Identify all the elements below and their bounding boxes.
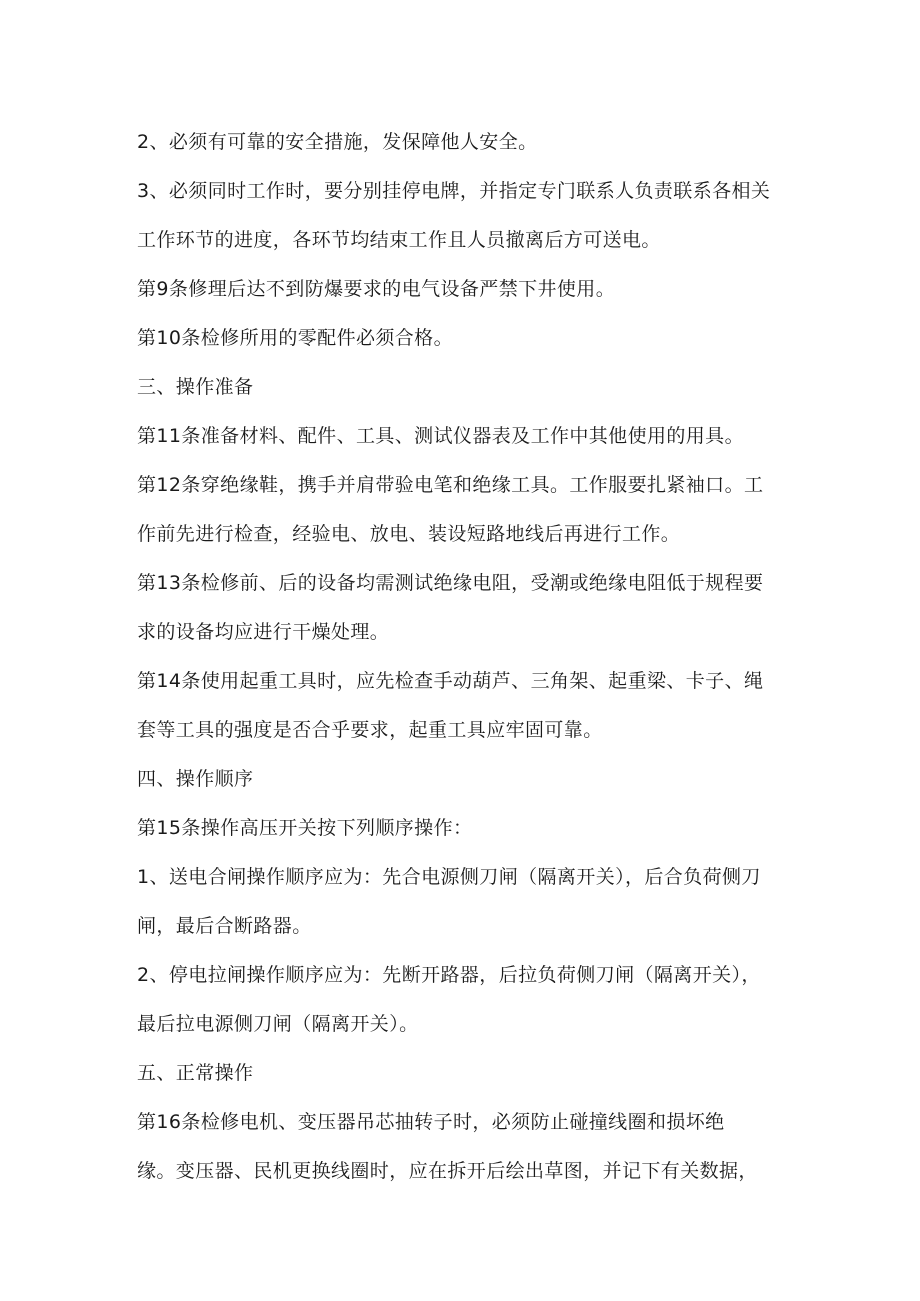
paragraph-line: 第15条操作高压开关按下列顺序操作：	[137, 817, 473, 839]
paragraph-line: 闸，最后合断路器。	[137, 915, 312, 937]
paragraph-line: 第12条穿绝缘鞋，携手并肩带验电笔和绝缘工具。工作服要扎紧袖口。工	[137, 474, 764, 496]
section-heading: 三、操作准备	[137, 376, 254, 398]
paragraph-line: 工作环节的进度，各环节均结束工作且人员撤离后方可送电。	[137, 229, 661, 251]
section-heading: 四、操作顺序	[137, 768, 254, 790]
paragraph-line: 第14条使用起重工具时，应先检查手动葫芦、三角架、起重梁、卡子、绳	[137, 670, 764, 692]
paragraph-line: 2、停电拉闸操作顺序应为：先断开路器，后拉负荷侧刀闸（隔离开关），	[137, 964, 761, 986]
paragraph-line: 缘。变压器、民机更换线圈时，应在拆开后绘出草图，并记下有关数据，	[137, 1160, 758, 1182]
paragraph-line: 第16条检修电机、变压器吊芯抽转子时，必须防止碰撞线圈和损坏绝	[137, 1111, 725, 1133]
paragraph-line: 套等工具的强度是否合乎要求，起重工具应牢固可靠。	[137, 719, 603, 741]
paragraph-line: 第11条准备材料、配件、工具、测试仪器表及工作中其他使用的用具。	[137, 425, 744, 447]
paragraph-line: 作前先进行检查，经验电、放电、装设短路地线后再进行工作。	[137, 523, 681, 545]
paragraph-line: 2、必须有可靠的安全措施，发保障他人安全。	[137, 131, 538, 153]
document-body	[137, 118, 817, 1196]
paragraph-line: 求的设备均应进行干燥处理。	[137, 621, 390, 643]
section-heading: 五、正常操作	[137, 1062, 254, 1084]
paragraph-line: 第10条检修所用的零配件必须合格。	[137, 327, 453, 349]
paragraph-line: 3、必须同时工作时，要分别挂停电牌，并指定专门联系人负责联系各相关	[137, 180, 771, 202]
paragraph-line: 最后拉电源侧刀闸（隔离开关）。	[137, 1013, 419, 1035]
paragraph-line: 第13条检修前、后的设备均需测试绝缘电阻，受潮或绝缘电阻低于规程要	[137, 572, 764, 594]
paragraph-line: 第9条修理后达不到防爆要求的电气设备严禁下井使用。	[137, 278, 616, 300]
paragraph-line: 1、送电合闸操作顺序应为：先合电源侧刀闸（隔离开关），后合负荷侧刀	[137, 866, 761, 888]
